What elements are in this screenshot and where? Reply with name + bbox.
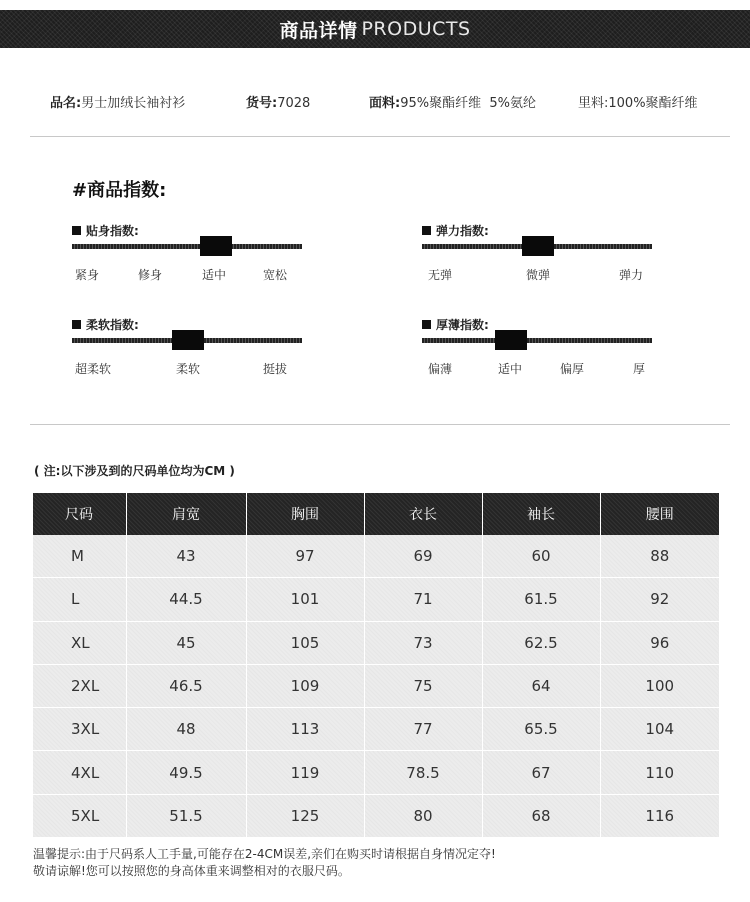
size-tips [33, 846, 496, 880]
thickness-tick-medium: 适中 [498, 362, 523, 376]
fit-index-bar [72, 244, 302, 249]
cell-length: 75 [364, 664, 482, 707]
cell-shoulder: 45 [126, 621, 246, 664]
fit-tick-regular: 适中 [202, 268, 227, 282]
section-banner [0, 10, 750, 48]
product-info-row [0, 92, 750, 112]
product-lining-value: 100%聚酯纤维 [608, 96, 698, 111]
header-length: 衣长 [364, 493, 482, 535]
cell-size: L [33, 578, 126, 621]
cell-waist: 96 [600, 621, 719, 664]
table-row [33, 578, 719, 621]
square-bullet-icon [422, 320, 431, 329]
table-row [33, 621, 719, 664]
square-bullet-icon [72, 226, 81, 235]
cell-length: 78.5 [364, 751, 482, 794]
cell-length: 77 [364, 708, 482, 751]
product-lining [578, 92, 698, 111]
cell-shoulder: 48 [126, 708, 246, 751]
banner-subtitle: PRODUCTS [361, 18, 471, 40]
elasticity-tick-none: 无弹 [428, 268, 453, 282]
thickness-index-scale [422, 316, 662, 396]
tips-line-1: 温馨提示:由于尺码系人工手量,可能存在2-4CM误差,亲们在购买时请根据自身情况定夺! [33, 847, 496, 861]
softness-tick-stiff: 挺拔 [263, 362, 288, 376]
fit-index-scale [72, 222, 312, 302]
cell-shoulder: 46.5 [126, 664, 246, 707]
header-shoulder: 肩宽 [126, 493, 246, 535]
table-row [33, 708, 719, 751]
cell-waist: 92 [600, 578, 719, 621]
elasticity-index-marker [522, 236, 554, 256]
cell-length: 80 [364, 794, 482, 837]
cell-size: 4XL [33, 751, 126, 794]
cell-sleeve: 67 [482, 751, 600, 794]
header-size: 尺码 [33, 493, 126, 535]
table-row [33, 751, 719, 794]
square-bullet-icon [72, 320, 81, 329]
product-sku [246, 92, 310, 111]
product-name-value: 男士加绒长袖衬衫 [81, 96, 186, 111]
cell-chest: 113 [246, 708, 364, 751]
banner-title: 商品详情 [279, 19, 358, 42]
table-row [33, 664, 719, 707]
product-sku-label: 货号: [246, 96, 278, 111]
cell-size: 5XL [33, 794, 126, 837]
cell-chest: 109 [246, 664, 364, 707]
thickness-tick-thin: 偏薄 [428, 362, 453, 376]
thickness-index-marker [495, 330, 527, 350]
cell-size: XL [33, 621, 126, 664]
fit-index-marker [200, 236, 232, 256]
thickness-index-label: 厚薄指数: [422, 316, 489, 333]
thickness-tick-thick: 厚 [633, 362, 646, 376]
cell-waist: 100 [600, 664, 719, 707]
fit-tick-loose: 宽松 [263, 268, 288, 282]
cell-waist: 116 [600, 794, 719, 837]
product-name-label: 品名: [50, 96, 82, 111]
cell-waist: 104 [600, 708, 719, 751]
cell-chest: 101 [246, 578, 364, 621]
cell-length: 71 [364, 578, 482, 621]
cell-shoulder: 43 [126, 535, 246, 578]
size-unit-note: ( 注:以下涉及到的尺码单位均为CM ) [34, 464, 235, 478]
cell-sleeve: 60 [482, 535, 600, 578]
elasticity-tick-slight: 微弹 [526, 268, 551, 282]
elasticity-index-scale [422, 222, 662, 302]
cell-chest: 105 [246, 621, 364, 664]
index-title: #商品指数: [72, 180, 167, 201]
cell-waist: 88 [600, 535, 719, 578]
fit-tick-tight: 紧身 [75, 268, 100, 282]
product-fabric [369, 92, 536, 111]
header-sleeve: 袖长 [482, 493, 600, 535]
product-lining-label: 里料: [578, 96, 609, 111]
size-table [33, 493, 719, 838]
cell-size: 3XL [33, 708, 126, 751]
cell-sleeve: 62.5 [482, 621, 600, 664]
cell-length: 73 [364, 621, 482, 664]
cell-waist: 110 [600, 751, 719, 794]
size-table-header-row [33, 493, 719, 535]
product-sku-value: 7028 [277, 96, 311, 111]
product-fabric-label: 面料: [369, 96, 401, 111]
cell-sleeve: 64 [482, 664, 600, 707]
cell-size: 2XL [33, 664, 126, 707]
cell-chest: 119 [246, 751, 364, 794]
elasticity-tick-stretch: 弹力 [619, 268, 644, 282]
softness-tick-super-soft: 超柔软 [75, 362, 112, 376]
header-chest: 胸围 [246, 493, 364, 535]
cell-chest: 97 [246, 535, 364, 578]
softness-index-marker [172, 330, 204, 350]
cell-shoulder: 51.5 [126, 794, 246, 837]
fit-tick-slim: 修身 [138, 268, 163, 282]
softness-tick-soft: 柔软 [176, 362, 201, 376]
fit-index-label: 贴身指数: [72, 222, 139, 239]
cell-shoulder: 49.5 [126, 751, 246, 794]
table-row [33, 535, 719, 578]
softness-index-scale [72, 316, 312, 396]
cell-sleeve: 61.5 [482, 578, 600, 621]
square-bullet-icon [422, 226, 431, 235]
divider-middle [30, 424, 730, 425]
cell-chest: 125 [246, 794, 364, 837]
softness-index-label: 柔软指数: [72, 316, 139, 333]
thickness-tick-thicker: 偏厚 [560, 362, 585, 376]
product-fabric-value: 95%聚酯纤维 5%氨纶 [400, 96, 536, 111]
header-waist: 腰围 [600, 493, 719, 535]
divider-top [30, 136, 730, 137]
product-name [50, 92, 185, 111]
elasticity-index-label: 弹力指数: [422, 222, 489, 239]
cell-length: 69 [364, 535, 482, 578]
thickness-index-bar [422, 338, 652, 343]
tips-line-2: 敬请谅解!您可以按照您的身高体重来调整相对的衣服尺码。 [33, 864, 350, 878]
table-row [33, 794, 719, 837]
cell-sleeve: 65.5 [482, 708, 600, 751]
cell-shoulder: 44.5 [126, 578, 246, 621]
cell-sleeve: 68 [482, 794, 600, 837]
cell-size: M [33, 535, 126, 578]
